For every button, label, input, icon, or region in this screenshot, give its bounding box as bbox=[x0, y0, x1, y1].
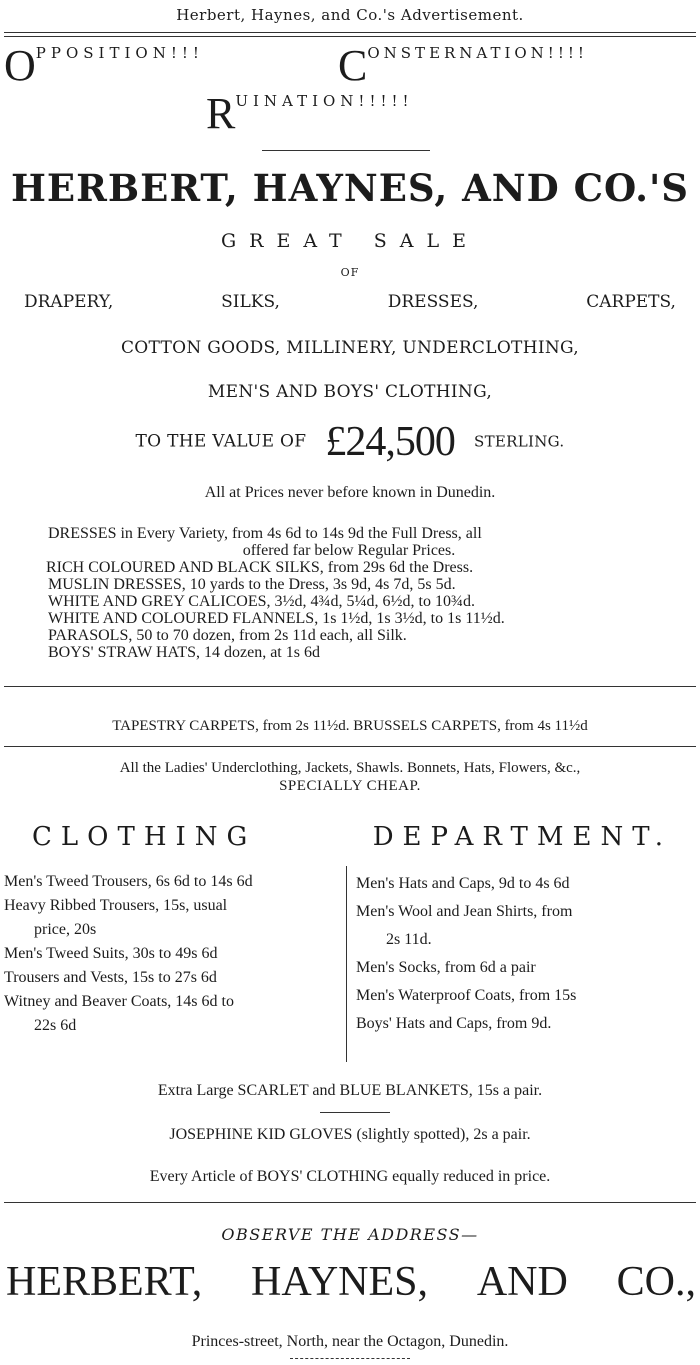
consternation-word bbox=[338, 41, 588, 90]
clothing-word: CLOTHING bbox=[32, 822, 257, 852]
address-word: AND bbox=[476, 1259, 568, 1305]
list-item: MUSLIN DRESSES, 10 yards to the Dress, 3s 9d, 4s 7d, 5s 5d. bbox=[48, 576, 456, 593]
ladies-line-1: All the Ladies' Underclothing, Jackets, Shawls. Bonnets, Hats, Flowers, &c., bbox=[119, 760, 581, 776]
list-item: Men's Hats and Caps, 9d to 4s 6d bbox=[356, 875, 570, 892]
right-column bbox=[356, 870, 576, 1038]
header-rule-top bbox=[4, 32, 696, 33]
ruination-initial: R bbox=[206, 89, 236, 138]
carpets-line: TAPESTRY CARPETS, from 2s 11½d. BRUSSELS CARPETS, from 4s 11½d bbox=[112, 718, 588, 734]
boys-line: Every Article of BOYS' CLOTHING equally reduced in price. bbox=[149, 1168, 551, 1185]
list-item: Men's Tweed Suits, 30s to 49s 6d bbox=[4, 945, 218, 962]
price-list bbox=[48, 525, 698, 661]
list-item: Men's Socks, from 6d a pair bbox=[356, 959, 536, 976]
category-dresses: DRESSES, bbox=[387, 292, 479, 312]
category-carpets: CARPETS, bbox=[586, 292, 676, 312]
goods-line: COTTON GOODS, MILLINERY, UNDERCLOTHING, bbox=[120, 338, 579, 358]
opposition-word bbox=[4, 41, 204, 90]
list-item: 22s 6d bbox=[34, 1017, 77, 1034]
list-item: WHITE AND COLOURED FLANNELS, 1s 1½d, 1s 3½d, to 1s 11½d. bbox=[48, 610, 505, 627]
sale-of: OF bbox=[340, 266, 360, 279]
category-silks: SILKS, bbox=[221, 292, 280, 312]
list-item: RICH COLOURED AND BLACK SILKS, from 29s 6d the Dress. bbox=[46, 559, 474, 576]
clothing-department-heading bbox=[32, 822, 672, 852]
list-item: Boys' Hats and Caps, from 9d. bbox=[356, 1015, 552, 1032]
address-word: HAYNES, bbox=[251, 1259, 428, 1305]
header-rule-bottom bbox=[4, 36, 696, 37]
address-word: CO., bbox=[616, 1259, 696, 1305]
consternation-initial: C bbox=[338, 41, 368, 90]
left-column bbox=[4, 870, 253, 1038]
list-item: BOYS' STRAW HATS, 14 dozen, at 1s 6d bbox=[48, 644, 320, 661]
consternation-rest: ONSTERNATION!!!! bbox=[367, 44, 588, 62]
list-item: DRESSES in Every Variety, from 4s 6d to 14s 9d the Full Dress, all bbox=[48, 525, 482, 542]
list-item: 2s 11d. bbox=[386, 931, 432, 948]
value-suffix: STERLING. bbox=[474, 432, 565, 451]
list-item: offered far below Regular Prices. bbox=[242, 542, 456, 559]
value-amount: £24,500 bbox=[325, 418, 455, 465]
address-heading bbox=[6, 1258, 696, 1306]
divider-rule bbox=[262, 150, 430, 151]
value-line bbox=[0, 418, 700, 465]
footer-rule bbox=[290, 1358, 410, 1359]
short-rule bbox=[320, 1112, 390, 1113]
ruination-word bbox=[206, 89, 414, 138]
column-divider bbox=[346, 866, 347, 1062]
value-prefix: TO THE VALUE OF bbox=[135, 431, 307, 452]
observe-address: OBSERVE THE ADDRESS— bbox=[221, 1225, 479, 1244]
gloves-line: JOSEPHINE KID GLOVES (slightly spotted), 2s a pair. bbox=[169, 1126, 531, 1143]
prices-note: All at Prices never before known in Dunedin. bbox=[204, 484, 496, 501]
categories-row bbox=[24, 292, 676, 312]
ladies-line-2: SPECIALLY CHEAP. bbox=[279, 778, 421, 794]
list-item: PARASOLS, 50 to 70 dozen, from 2s 11d each, all Silk. bbox=[48, 627, 407, 644]
category-drapery: DRAPERY, bbox=[24, 292, 114, 312]
header-title: Herbert, Haynes, and Co.'s Advertisement. bbox=[176, 6, 524, 24]
clothing-line: MEN'S AND BOYS' CLOTHING, bbox=[207, 382, 493, 402]
list-item: price, 20s bbox=[34, 921, 97, 938]
sale-title: GREAT SALE bbox=[221, 230, 479, 252]
section-rule bbox=[4, 746, 696, 747]
address-word: HERBERT, bbox=[6, 1259, 203, 1305]
list-item: Heavy Ribbed Trousers, 15s, usual bbox=[4, 897, 228, 914]
blankets-line: Extra Large SCARLET and BLUE BLANKETS, 15s a pair. bbox=[157, 1082, 543, 1099]
section-rule bbox=[4, 1202, 696, 1203]
section-rule bbox=[4, 686, 696, 687]
list-item: Witney and Beaver Coats, 14s 6d to bbox=[4, 993, 234, 1010]
list-item: Men's Tweed Trousers, 6s 6d to 14s 6d bbox=[4, 873, 253, 890]
street-address: Princes-street, North, near the Octagon, Dunedin. bbox=[191, 1333, 509, 1350]
list-item: Trousers and Vests, 15s to 27s 6d bbox=[4, 969, 217, 986]
brand-heading: HERBERT, HAYNES, AND CO.'S bbox=[10, 166, 690, 210]
list-item: Men's Waterproof Coats, from 15s bbox=[356, 987, 577, 1004]
list-item: WHITE AND GREY CALICOES, 3½d, 4¾d, 5¼d, 6½d, to 10¾d. bbox=[48, 593, 475, 610]
department-word: DEPARTMENT. bbox=[372, 822, 672, 852]
opposition-initial: O bbox=[4, 41, 36, 90]
list-item: Men's Wool and Jean Shirts, from bbox=[356, 903, 573, 920]
ruination-rest: UINATION!!!!! bbox=[235, 92, 414, 110]
opposition-rest: PPOSITION!!! bbox=[35, 44, 204, 62]
